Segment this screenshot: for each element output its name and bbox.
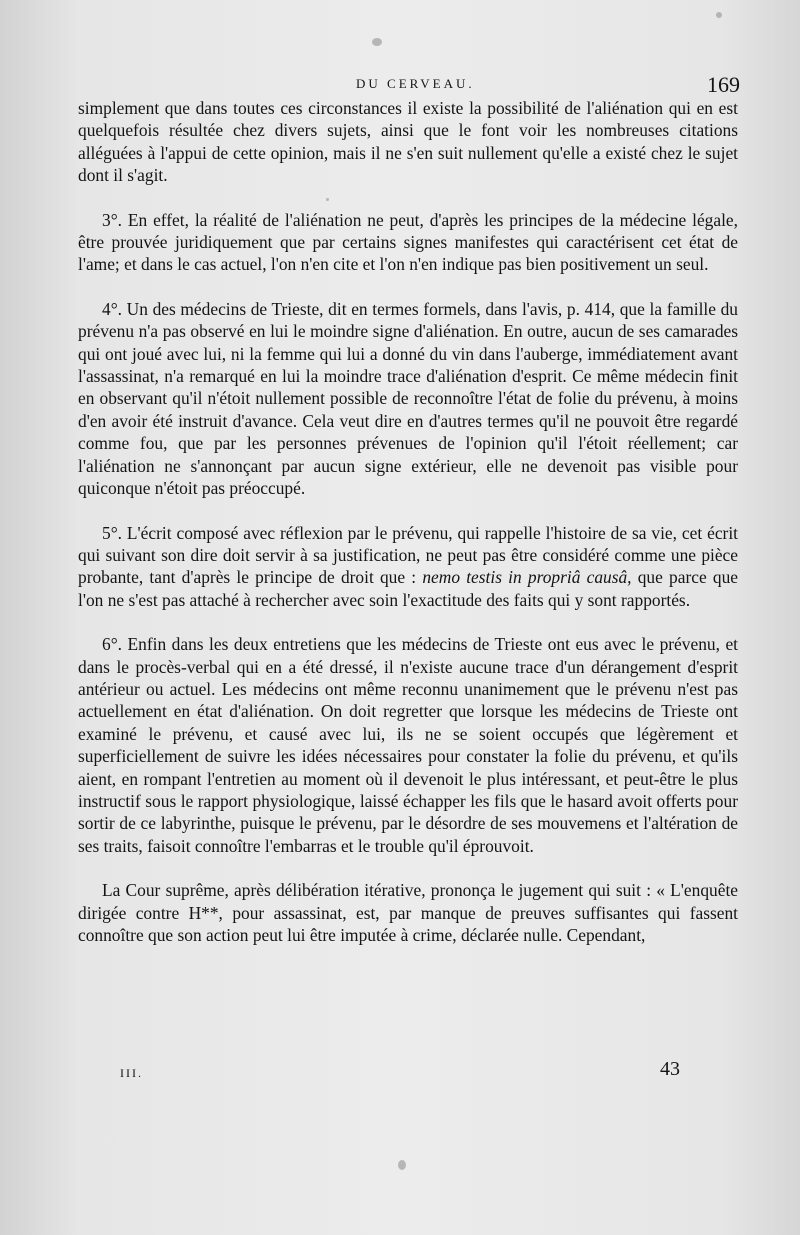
latin-maxim: nemo testis in propriâ causâ, (422, 567, 632, 588)
print-speck (372, 38, 382, 46)
volume-number: III. (120, 1066, 143, 1080)
print-speck (398, 1160, 406, 1170)
signature-mark: 43 (660, 1058, 680, 1080)
paragraph-text: 5°. L'écrit composé avec réflexion par le prévenu, qui rappelle l'histoire de sa vie, cet écrit qui suivant son dire doit servir à sa justification, ne peut pas être considéré comme une pièce probante, tant d'après le principe de droit que : (78, 522, 738, 588)
paragraph-point-4: 4°. Un des médecins de Trieste, dit en termes formels, dans l'avis, p. 414, que la famille du prévenu n'a pas observé en lui le moindre signe d'aliénation. En outre, aucun de ses camarades qui ont joué avec lui, ni la femme qui lui a donné du vin dans l'auberge, immédiatement avant l'assassinat, n'a remarqué en lui la moindre trace d'aliénation d'esprit. Ce même médecin finit en observant qu'il n'étoit nullement possible de reconnoître l'état de folie du prévenu, à moins d'en avoir été instruit d'avance. Cela veut dire en d'autres termes qu'il ne pouvoit être regardé comme fou, que par les personnes prévenues de l'opinion qu'il l'étoit réellement; car l'aliénation ne s'annonçant par aucun signe extérieur, elle ne devenoit pas visible pour quiconque n'étoit pas préoccupé. (78, 298, 738, 499)
paragraph-point-3: 3°. En effet, la réalité de l'aliénation ne peut, d'après les principes de la médecine légale, être prouvée juridiquement que par certains signes manifestes qui caractérisent cet état de l'ame; et dans le cas actuel, l'on n'en cite et l'on n'en indique pas bien positivement un seul. (78, 209, 738, 275)
paragraph-judgment: La Cour suprême, après délibération itérative, prononça le jugement qui suit : « L'enquête dirigée contre H**, pour assassinat, est, par manque de preuves suffisantes qui fassent connoître que son action peut lui être imputée à crime, déclarée nulle. Cependant, (78, 880, 738, 945)
print-speck (716, 12, 722, 18)
body-text (78, 97, 738, 946)
paragraph-text: que parce que l'on ne s'est pas attaché à rechercher avec soin l'exactitude des faits qui y sont rapportés. (78, 567, 738, 610)
page-footer (0, 1058, 800, 1088)
paragraph-point-6: 6°. Enfin dans les deux entretiens que les médecins de Trieste ont eus avec le prévenu, et dans le procès-verbal qui en a été dressé, il n'existe aucune trace d'un dérangement d'esprit antérieur ou actuel. Les médecins ont même reconnu unanimement que le prévenu n'est pas actuellement en état d'aliénation. On doit regretter que lorsque les médecins de Trieste ont examiné le prévenu, et causé avec lui, ils ne se soient occupés que légèrement et superficiellement de suivre les idées nécessaires pour constater la folie du prévenu, et qu'ils aient, en rompant l'entretien au moment où il devenoit le plus intéressant, et peut-être le plus instructif sous le rapport physiologique, laissé échapper les fils que le hasard avoit offerts pour sortir de ce labyrinthe, puisque le prévenu, par le désordre de ses mouvemens et l'altération de ses traits, faisoit connoître l'embarras et le trouble qu'il éprouvoit. (78, 634, 738, 856)
running-head: DU CERVEAU. (356, 76, 475, 91)
paragraph-continuation: simplement que dans toutes ces circonstances il existe la possibilité de l'aliénation qui en est quelquefois résultée chez divers sujets, ainsi que le font voir les nombreuses citations alléguées à l'appui de cette opinion, mais il ne s'en suit nullement qu'elle a existé chez le sujet dont il s'agit. (78, 98, 738, 186)
page-number: 169 (707, 72, 740, 97)
paragraph-point-5 (78, 522, 738, 612)
